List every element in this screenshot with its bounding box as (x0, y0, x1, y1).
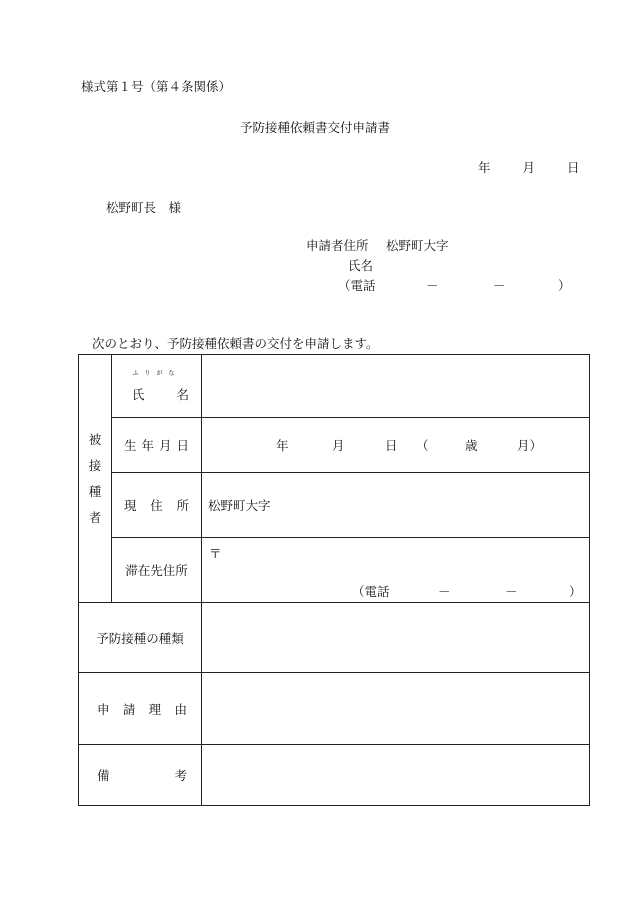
current-address-input[interactable]: 松野町大字 (202, 473, 590, 538)
table-row (79, 538, 590, 603)
reason-input[interactable] (202, 673, 590, 745)
stay-address-input[interactable] (202, 538, 590, 603)
application-table (78, 354, 590, 806)
postal-mark: 〒 (209, 546, 222, 561)
group-label-vaccinee (79, 355, 112, 603)
document-title: 予防接種依頼書交付申請書 (239, 120, 390, 135)
reason-label-char: 由 (174, 701, 187, 717)
name-input[interactable] (202, 355, 590, 418)
name-label-cell (112, 355, 202, 418)
remarks-label-char: 考 (174, 768, 187, 783)
group-label-char: 種 (88, 483, 102, 499)
reason-label-char: 申 (97, 701, 110, 717)
table-row (79, 473, 590, 538)
name-label-char: 氏 (132, 387, 145, 402)
age-label: 歳 (465, 438, 478, 453)
phone-dash: － (426, 278, 439, 293)
applicant-address-value[interactable]: 松野町大字 (386, 238, 449, 253)
birthdate-input[interactable] (202, 418, 590, 473)
date-year-label: 年 (478, 160, 491, 175)
phone-dash: － (493, 278, 506, 293)
phone-open-label: （電話 (338, 278, 376, 293)
address-label-char: 現 (124, 498, 137, 513)
remarks-input[interactable] (202, 745, 590, 806)
form-number: 様式第１号（第４条関係） (81, 79, 232, 94)
stay-phone-open: （電話 (352, 584, 390, 599)
age-month-label: 月） (517, 438, 543, 453)
reason-label-char: 理 (148, 701, 162, 717)
name-label-char: 名 (176, 387, 189, 402)
birthdate-label-char: 生 (124, 438, 137, 453)
age-paren-open: （ (416, 438, 429, 453)
stay-phone-dash: － (438, 584, 451, 599)
vaccine-type-input[interactable] (202, 603, 590, 673)
birthdate-label-cell (112, 418, 202, 473)
remarks-label-char: 備 (97, 768, 110, 783)
birthdate-label-char: 日 (176, 438, 189, 453)
addressee: 松野町長 様 (106, 200, 182, 215)
birthdate-label-char: 月 (158, 438, 172, 453)
birth-day-label: 日 (385, 438, 398, 453)
birthdate-label-char: 年 (141, 438, 154, 453)
intro-text: 次のとおり、予防接種依頼書の交付を申請します。 (92, 336, 379, 351)
stay-address-label: 滞在先住所 (112, 538, 202, 603)
birth-month-label: 月 (332, 438, 345, 453)
furigana-label: ふりがな (132, 370, 181, 377)
applicant-phone-field[interactable] (338, 278, 571, 293)
address-label-char: 所 (176, 498, 189, 513)
address-label-char: 住 (150, 498, 163, 513)
reason-label-char: 請 (122, 701, 136, 717)
table-row (79, 603, 590, 673)
birth-year-label: 年 (276, 438, 289, 453)
table-row (79, 418, 590, 473)
group-label-char: 被 (88, 431, 102, 447)
vaccine-type-label: 予防接種の種類 (79, 603, 202, 673)
group-label-char: 者 (88, 509, 102, 525)
application-date (478, 162, 580, 175)
phone-close-paren: ） (558, 278, 571, 293)
group-label-char: 接 (88, 457, 102, 473)
table-row (79, 745, 590, 806)
table-row (79, 673, 590, 745)
date-day-label: 日 (567, 160, 580, 175)
stay-phone-dash: － (505, 584, 518, 599)
applicant-address-label: 申請者住所 (306, 238, 369, 253)
current-address-label-cell (112, 473, 202, 538)
date-month-label: 月 (522, 160, 536, 175)
remarks-label-cell (79, 745, 202, 806)
applicant-name-label: 氏名 (348, 258, 374, 273)
stay-phone-close: ） (569, 584, 582, 599)
reason-label-cell (79, 673, 202, 745)
table-row (79, 355, 590, 418)
